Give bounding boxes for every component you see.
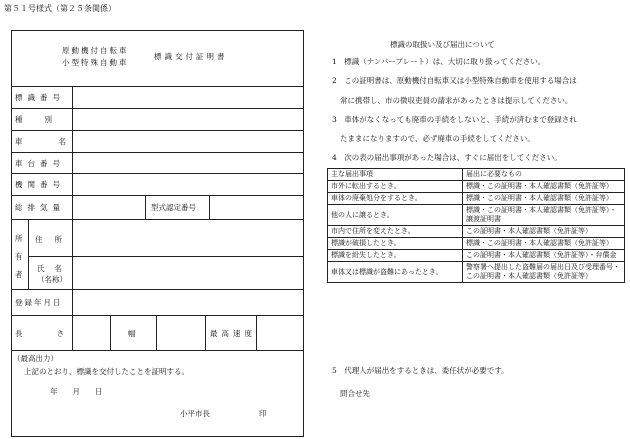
note-3b: たままになりますので、必ず廃車の手続をしてください。 bbox=[340, 134, 535, 143]
table-row bbox=[328, 250, 625, 262]
label-registration-date: 登録年月日 bbox=[15, 298, 63, 307]
form-number: 第５１号様式（第２５条関係） bbox=[4, 4, 116, 13]
table-cell: この証明書・本人確認書類（免許証等） bbox=[463, 226, 625, 238]
label-type-approval: 型式認定番号 bbox=[151, 203, 196, 212]
table-cell: 標識・この証明書・本人確認書類（免許証等） bbox=[463, 181, 625, 193]
table-row bbox=[328, 226, 625, 238]
vehicle-type-2: 小型特殊自動車 bbox=[62, 58, 129, 67]
table-cell: 他の人に譲るとき。 bbox=[328, 205, 463, 226]
note-5: 5 代理人が届出をするときは、委任状が必要です。 bbox=[332, 366, 509, 375]
label-length: 長さ bbox=[15, 329, 98, 338]
label-name-sub: （名称） bbox=[37, 275, 67, 284]
table-cell: 市内で住所を変えたとき。 bbox=[328, 226, 463, 238]
table-cell: 車体の廃棄処分をするとき。 bbox=[328, 193, 463, 205]
table-cell: 標識・この証明書・本人確認書類（免許証等） bbox=[463, 193, 625, 205]
label-vehicle-name: 車名 bbox=[15, 137, 102, 146]
note-4: 4 次の表の届出事項があった場合は、すぐに届出をしてください。 bbox=[332, 153, 562, 162]
certificate-title: 標識交付証明書 bbox=[154, 52, 228, 61]
table-cell: 警察署へ提出した盗難届の届出日及び受理番号・この証明書・本人確認書類（免許証等） bbox=[463, 262, 625, 283]
table-cell: 市外に転出するとき。 bbox=[328, 181, 463, 193]
note-2: 2 この証明書は、原動機付自転車又は小型特殊自動車を使用する場合は bbox=[332, 76, 577, 85]
table-cell: この証明書・本人確認書類（免許証等）・弁償金 bbox=[463, 250, 625, 262]
table-row bbox=[328, 205, 625, 226]
label-max-speed: 最高速度 bbox=[210, 329, 256, 338]
certificate-statement: 上記のとおり、標識を交付したことを証明する。 bbox=[24, 367, 189, 376]
seal-mark: 印 bbox=[259, 409, 267, 418]
label-max-power: （最高出力） bbox=[13, 354, 58, 363]
table-cell: 標識を紛失したとき。 bbox=[328, 250, 463, 262]
note-1: 1 標識（ナンバープレート）は、大切に取り扱ってください。 bbox=[332, 57, 546, 66]
label-chassis-number: 車台番号 bbox=[15, 159, 65, 168]
label-plate-number: 標識番号 bbox=[15, 93, 65, 102]
note-2b: 常に携帯し、市の徴収吏員の請求があったときは提示してください。 bbox=[340, 96, 573, 105]
certificate-date: 年 月 日 bbox=[50, 387, 103, 396]
label-width: 幅 bbox=[128, 329, 136, 338]
label-address: 住所 bbox=[35, 235, 74, 244]
table-row bbox=[328, 238, 625, 250]
notification-table bbox=[327, 168, 625, 283]
label-owner: 所有者 bbox=[15, 234, 23, 279]
label-engine-model: 機関番号 bbox=[15, 180, 65, 189]
label-category: 種別 bbox=[15, 115, 74, 124]
label-name: 氏名 bbox=[37, 264, 72, 273]
table-cell: 標識・この証明書・本人確認書類（免許証等） bbox=[463, 238, 625, 250]
table-header: 届出に必要なもの bbox=[463, 169, 625, 181]
notes-heading: 標識の取扱い及び届出について bbox=[390, 40, 495, 49]
table-row bbox=[328, 193, 625, 205]
note-3: 3 車体がなくなっても廃車の手続をしないと、手続が済むまで登録され bbox=[332, 115, 577, 124]
table-cell: 車体又は標識が盗難にあったとき。 bbox=[328, 262, 463, 283]
table-header: 主な届出事項 bbox=[328, 169, 463, 181]
table-cell: 標識・この証明書・本人確認書類（免許証等）・譲渡証明書 bbox=[463, 205, 625, 226]
table-cell: 標識が破損したとき。 bbox=[328, 238, 463, 250]
table-row bbox=[328, 181, 625, 193]
contact-label: 問合せ先 bbox=[340, 389, 370, 398]
table-row bbox=[328, 262, 625, 283]
table-header-row bbox=[328, 169, 625, 181]
label-displacement: 総排気量 bbox=[15, 203, 65, 212]
issuer: 小平市長 bbox=[180, 409, 210, 418]
vehicle-type-1: 原動機付自転車 bbox=[62, 46, 129, 55]
